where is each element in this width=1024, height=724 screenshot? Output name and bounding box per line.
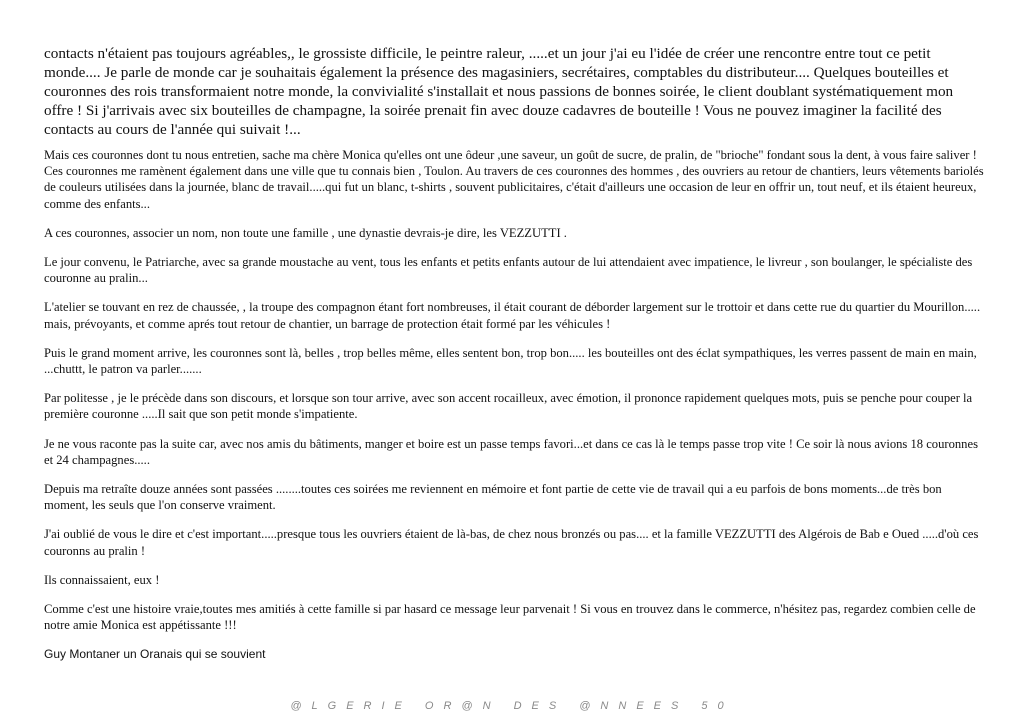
body-paragraph: Comme c'est une histoire vraie,toutes mes amitiés à cette famille si par hasard ce message leur parvenait ! Si vous en trouvez dans le commerce, n'hésitez pas, regardez combien celle de notre amie Monica est appétissante !!! xyxy=(44,602,976,633)
body-paragraph: Le jour convenu, le Patriarche, avec sa grande moustache au vent, tous les enfants et petits enfants autour de lui attendaient avec impatience, le livreur , son boulanger, le spécialiste des couronne au pralin... xyxy=(44,255,973,286)
body-paragraph: J'ai oublié de vous le dire et c'est important.....presque tous les ouvriers étaient de là-bas, de chez nous bronzés ou pas.... et la famille VEZZUTTI des Algérois de Bab e Oued .....d'où ces couronns au pralin ! xyxy=(44,527,979,558)
body-paragraph: Je ne vous raconte pas la suite car, avec nos amis du bâtiments, manger et boire est un passe temps favori...et dans ce cas là le temps passe trop vite ! Ce soir là nous avions 18 couronnes et 24 champagnes..... xyxy=(44,436,978,467)
body-paragraph: A ces couronnes, associer un nom, non toute une famille , une dynastie devrais-je dire, les VEZZUTTI . xyxy=(44,225,567,240)
signature: Guy Montaner un Oranais qui se souvient xyxy=(44,647,266,662)
body-paragraph: Puis le grand moment arrive, les couronnes sont là, belles , trop belles même, elles sentent bon, trop bon..... les bouteilles ont des éclat sympathiques, les verres passent de main en main, ...chuttt, le patron va parler....... xyxy=(44,345,977,377)
document-page xyxy=(44,44,984,662)
page-footer: @LGERIE OR@N DES @NNEES 50 xyxy=(290,700,734,712)
body-paragraph: Mais ces couronnes dont tu nous entretien, sache ma chère Monica qu'elles ont une ôdeur ,une saveur, un goût de sucre, de pralin, de "brioche" fondant sous la dent, à vous faire saliver ! Ces couronnes me ramènent également dans une ville que tu connais bien , Toulon. Au travers de ces couronnes des hommes , des ouvriers au retour de chantiers, leurs vêtements bariolés de couleurs utilisées dans la journée, blanc de travail.....qui fut un blanc, t-shirts , souvent publicitaires, c'était d'ailleurs une occasion de leur en offrir un, tout neuf, et ils étaient heureux, comme des enfants... xyxy=(44,148,984,211)
body-paragraph: L'atelier se touvant en rez de chaussée, , la troupe des compagnon étant fort nombreuses, il était courant de déborder largement sur le trottoir et dans cette rue du quartier du Mourillon..... mais, prévoyants, et comme aprés tout retour de chantier, un barrage de protection était formé par les véhicules ! xyxy=(44,300,981,331)
lead-paragraph: contacts n'étaient pas toujours agréables,, le grossiste difficile, le peintre raleur, .....et un jour j'ai eu l'idée de créer une rencontre entre tout ce petit monde.... Je parle de monde car je souhaitais également la présence des magasiniers, secrétaires, comptables du distributeur.... Quelques bouteilles et couronnes des rois transformaient notre monde, la convivialité s'installait et nous passions de bonnes soirée, le client doublant systématiquement mon offre ! Si j'arrivais avec six bouteilles de champagne, la soirée prenait fin avec douze cadavres de bouteille ! Vous ne pouvez imaginer la facilité des contacts au cours de l'année qui suivait !... xyxy=(44,45,954,138)
body-paragraph: Ils connaissaient, eux ! xyxy=(44,572,160,587)
body-paragraph: Depuis ma retraîte douze années sont passées ........toutes ces soirées me reviennent en mémoire et font partie de cette vie de travail qui a eu parfois de bons moments...de très bon moment, les seuls que l'on conserve vraiment. xyxy=(44,482,942,513)
body-paragraph: Par politesse , je le précède dans son discours, et lorsque son tour arrive, avec son accent rocailleux, avec émotion, il prononce rapidement quelques mots, puis se penche pour couper la première couronne .....Il sait que son petit monde s'impatiente. xyxy=(44,391,973,422)
